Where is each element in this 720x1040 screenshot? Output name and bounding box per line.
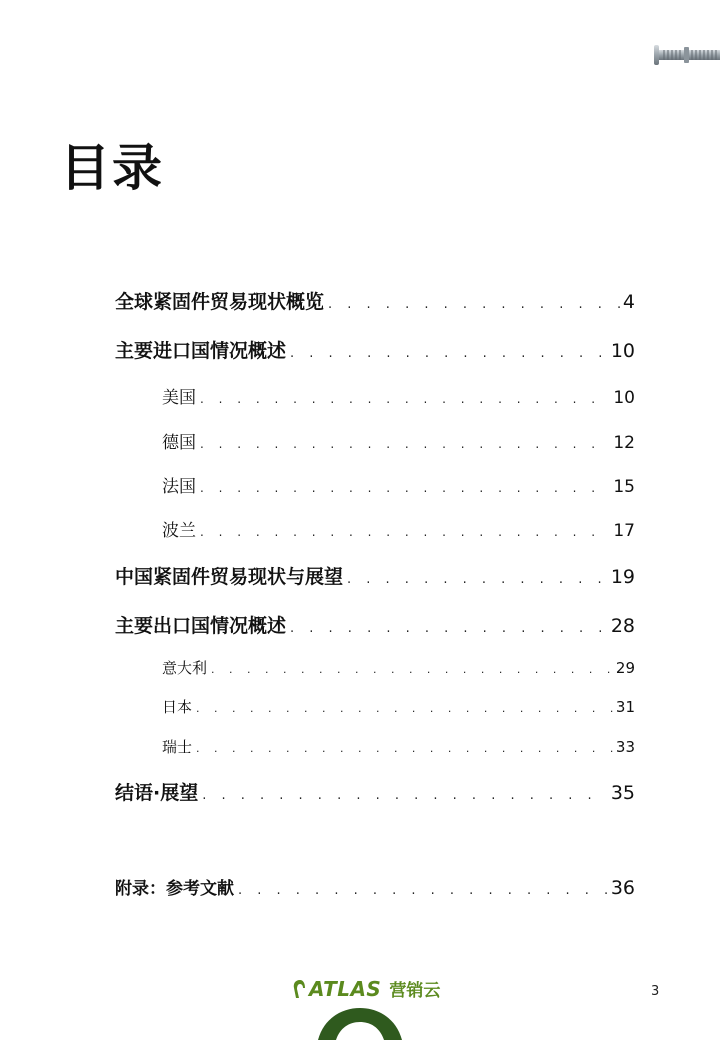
toc-entry-label: 瑞士: [162, 738, 193, 756]
toc-entry-usa[interactable]: [162, 383, 635, 408]
toc-entry-exporters[interactable]: [115, 611, 635, 638]
dot-leader: [196, 742, 613, 755]
toc-entry-page: 15: [613, 477, 635, 497]
toc-entry-label: 美国: [162, 388, 196, 408]
page-title: 目录: [60, 139, 164, 197]
green-arch: [314, 1008, 406, 1040]
logo-mark-icon: [292, 978, 308, 1000]
toc-entry-page: 4: [622, 291, 635, 313]
toc-entry-label: 结语·展望: [115, 782, 199, 804]
page-number: 3: [651, 984, 660, 999]
dot-leader: [211, 663, 613, 676]
dot-leader: [347, 572, 608, 587]
toc-entry-global-overview[interactable]: [115, 287, 635, 314]
toc-entry-conclusion[interactable]: [115, 778, 635, 805]
toc-entry-switzerland[interactable]: [162, 736, 635, 757]
toc-entry-page: 35: [610, 782, 635, 804]
toc-entry-label: 附录：参考文献: [115, 879, 234, 899]
toc-entry-label: 主要进口国情况概述: [115, 340, 287, 362]
dot-leader: [200, 525, 610, 539]
toc-entry-page: 17: [613, 521, 635, 541]
toc-entry-label: 中国紧固件贸易现状与展望: [115, 566, 344, 588]
logo-sub: 营销云: [389, 981, 441, 1001]
logo-word: ATLAS: [309, 976, 382, 1001]
toc-entry-china[interactable]: [115, 562, 635, 589]
toc-entry-page: 19: [610, 566, 635, 588]
toc-entry-page: 10: [613, 388, 635, 408]
dot-leader: [200, 481, 610, 495]
toc-entry-poland[interactable]: [162, 516, 635, 541]
dot-leader: [196, 702, 613, 715]
toc-entry-importers[interactable]: [115, 336, 635, 363]
toc-entry-page: 29: [615, 659, 635, 677]
toc-entry-appendix[interactable]: [115, 874, 635, 899]
atlas-logo: [292, 976, 440, 1001]
toc-entry-label: 法国: [162, 477, 196, 497]
dot-leader: [328, 297, 620, 312]
dot-leader: [202, 788, 608, 803]
toc-entry-page: 31: [615, 698, 635, 716]
toc-entry-label: 日本: [162, 698, 193, 716]
toc-entry-japan[interactable]: [162, 696, 635, 717]
dot-leader: [238, 883, 608, 898]
dot-leader: [200, 392, 610, 406]
toc-entry-label: 德国: [162, 433, 196, 453]
toc-entry-page: 33: [615, 738, 635, 756]
dot-leader: [200, 437, 610, 451]
dot-leader: [290, 346, 608, 361]
toc-entry-page: 28: [610, 615, 635, 637]
toc-entry-label: 波兰: [162, 521, 196, 541]
toc-entry-italy[interactable]: [162, 657, 635, 678]
toc-entry-label: 全球紧固件贸易现状概览: [115, 291, 325, 313]
toc-entry-label: 意大利: [162, 659, 208, 677]
toc-entry-france[interactable]: [162, 472, 635, 497]
toc-entry-page: 10: [610, 340, 635, 362]
dot-leader: [290, 621, 608, 636]
toc-entry-label: 主要出口国情况概述: [115, 615, 287, 637]
toc-entry-page: 36: [610, 877, 635, 899]
toc-entry-page: 12: [613, 433, 635, 453]
toc-entry-germany[interactable]: [162, 428, 635, 453]
